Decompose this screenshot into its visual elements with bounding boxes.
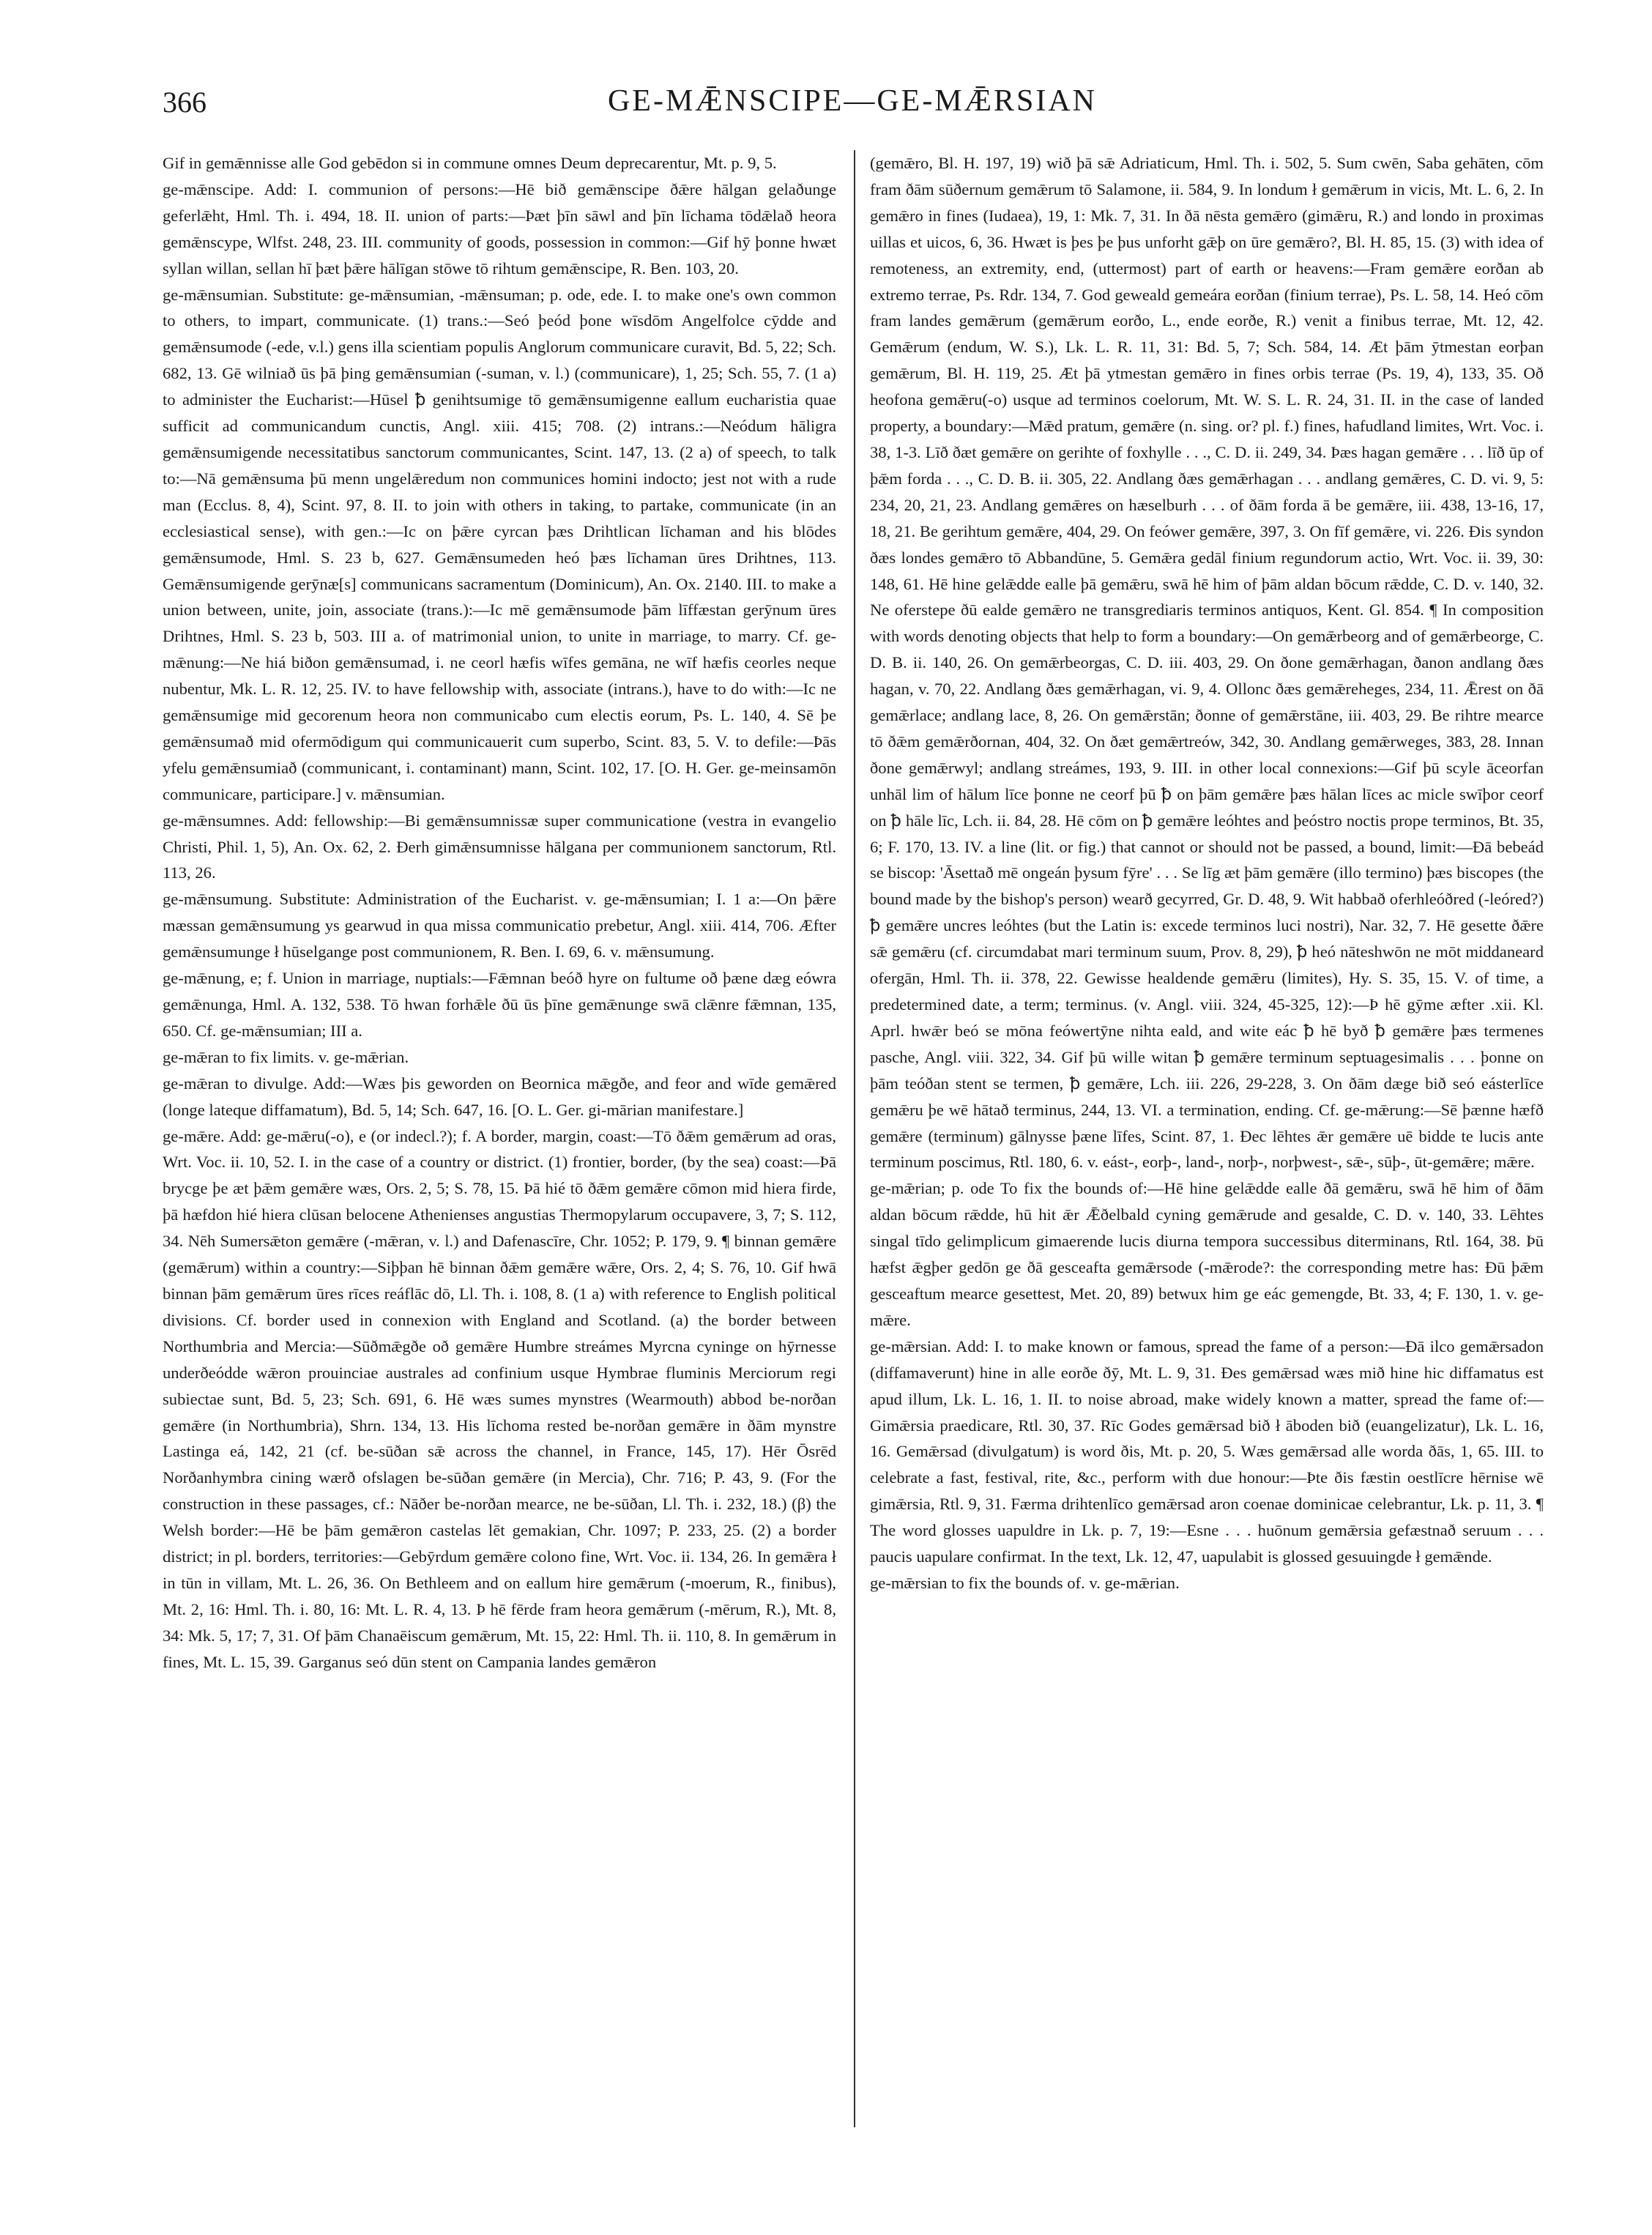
text-columns bbox=[163, 150, 1544, 2171]
entry-paragraph: Gif in gemǣnnisse alle God gebēdon si in commune omnes Deum deprecarentur, Mt. p. 9, 5. bbox=[163, 154, 777, 172]
page-number: 366 bbox=[163, 86, 206, 119]
left-column bbox=[163, 150, 836, 2171]
entry-paragraph: ge-mǣrian; p. ode To fix the bounds of:—Hē hine gelǣdde ealle ðā gemǣru, swā hē him of ðām aldan bōcum rǣdde, hū hit ǣr Ǣðelbald cyning gemǣrude and gesalde, C. D. v. 140, 33. Lēhtes singal tīdo gelimplicum gimaerende lucis diurna tempora successibus diterminans, Rtl. 164, 38. Þū hæfst ǣgþer gedōn ge ðā gesceafta gemǣrsode (-mǣrode?: the corresponding metre has: Ðū þǣm gesceaftum mearce gesettest, Met. 20, 89) betwux him ge eác gemengde, Bt. 33, 4; F. 130, 1. v. ge-mǣre. bbox=[870, 1179, 1544, 1329]
entry-paragraph: ge-mǣran to fix limits. v. ge-mǣrian. bbox=[163, 1047, 409, 1066]
column-divider bbox=[854, 150, 855, 2127]
entry-paragraph: ge-mǣnsumnes. Add: fellowship:—Bi gemǣnsumnissæ super communicatione (vestra in evangelio Christi, Phil. 1, 5), An. Ox. 62, 2. Ðerh gimǣnsumnisse hālgana per communionem sanctorum, Rtl. 113, 26. bbox=[163, 811, 836, 882]
entry-paragraph: ge-mǣran to divulge. Add:—Wæs þis geworden on Beornica mǣgðe, and feor and wīde gemǣred (longe lateque diffamatum), Bd. 5, 14; Sch. 647, 16. [O. L. Ger. gi-mārian manifestare.] bbox=[163, 1074, 836, 1119]
right-column bbox=[870, 150, 1544, 2171]
entry-paragraph: ge-mǣrsian. Add: I. to make known or famous, spread the fame of a person:—Ðā ilco gemǣrsadon (diffamaverunt) hine in alle eorðe ðȳ, Mt. L. 9, 31. Ðes gemǣrsad wæs mið hine hic diffamatus est apud illum, Lk. L. 16, 1. II. to noise abroad, make widely known a matter, spread the fame of:—Gimǣrsia praedicare, Rtl. 30, 37. Rīc Godes gemǣrsad bið ł āboden bið (euangelizatur), Lk. L. 16, 16. Gemǣrsad (divulgatum) is word ðis, Mt. p. 20, 5. Wæs gemǣrsad alle worda ðās, 1, 65. III. to celebrate a fast, festival, rite, &c., perform with due honour:—Þte ðis fæstin oestlīcre hērnise wē gimǣrsia, Rtl. 9, 31. Færma drihtenlīco gemǣrsad aron coenae dominicae celebrantur, Lk. p. 11, 3. ¶ The word glosses uapuldre in Lk. p. 7, 19:—Esne . . . huōnum gemǣrsia gefæstnað seruum . . . paucis uapulare confirmat. In the text, Lk. 12, 47, uapulabit is glossed gesuuingde ł gemǣnde. bbox=[870, 1336, 1544, 1566]
entry-paragraph: ge-mǣnsumian. Substitute: ge-mǣnsumian, -mǣnsuman; p. ode, ede. I. to make one's own common to others, to impart, communicate. (1) trans.:—Seó þeód þone wīsdōm Angelfolce cȳdde and gemǣnsumode (-ede, v.l.) gens illa scientiam populis Anglorum communicare curavit, Bd. 5, 22; Sch. 682, 13. Gē wilniað ūs þā þing gemǣnsumian (-suman, v. l.) (communicare), 1, 25; Sch. 55, 7. (1 a) to administer the Eucharist:—Hūsel ꝥ genihtsumige tō gemǣnsumigenne eallum eucharistia quae sufficit ad communicandum cunctis, Angl. xiii. 415; 708. (2) intrans.:—Neódum hāligra gemǣnsumigende necessitatibus sanctorum communicantes, Scint. 147, 13. (2 a) of speech, to talk to:—Nā gemǣnsuma þū menn ungelǣredum non communices homini indocto; jest not with a rude man (Ecclus. 8, 4), Scint. 97, 8. II. to join with others in taking, to partake, communicate (in an ecclesiastical sense), with gen.:—Ic on þǣre cyrcan þæs Drihtlican līchaman and his blōdes gemǣnsumode, Hml. S. 23 b, 627. Gemǣnsumeden heó þæs līchaman ūres Drihtnes, 113. Gemǣnsumigende gerȳnæ[s] communicans sacramentum (Dominicum), An. Ox. 2140. III. to make a union between, unite, join, associate (trans.):—Ic mē gemǣnsumode þām līffæstan gerȳnum ūres Drihtnes, Hml. S. 23 b, 503. III a. of matrimonial union, to unite in marriage, to marry. Cf. ge-mǣnung:—Ne hiá biðon gemǣnsumad, i. ne ceorl hæfis wīfes gemāna, ne wīf hæfis ceorles neque nubentur, Mk. L. R. 12, 25. IV. to have fellowship with, associate (intrans.), have to do with:—Ic ne gemǣnsumige mid gecorenum heora non communicabo cum electis eorum, Ps. L. 140, 4. Sē þe gemǣnsumað mid ofermōdigum qui communicauerit cum superbo, Scint. 83, 5. V. to defile:—Þās yfelu gemǣnsumiað (communicant, i. contaminant) mann, Scint. 102, 17. [O. H. Ger. ge-meinsamōn communicare, participare.] v. mǣnsumian. bbox=[163, 285, 836, 803]
entry-paragraph: ge-mǣnscipe. Add: I. communion of persons:—Hē bið gemǣnscipe ðǣre hālgan gelaðunge geferlǣht, Hml. Th. i. 494, 18. II. union of parts:—Þæt þīn sāwl and þīn līchama tōdǣlað heora gemǣnscype, Wlfst. 248, 23. III. community of goods, possession in common:—Gif hȳ þonne hwæt syllan willan, sellan hī þæt þǣre hālīgan stōwe tō rihtum gemǣnscipe, R. Ben. 103, 20. bbox=[163, 179, 836, 278]
entry-paragraph: ge-mǣnsumung. Substitute: Administration of the Eucharist. v. ge-mǣnsumian; I. 1 a:—On þǣre mæssan gemǣnsumung ys gearwud in qua missa communicatio prebetur, Angl. xiii. 414, 706. Æfter gemǣnsumunge ł hūselgange post communionem, R. Ben. I. 69, 6. v. mǣnsumung. bbox=[163, 890, 836, 962]
entry-paragraph: ge-mǣrsian to fix the bounds of. v. ge-mǣrian. bbox=[870, 1573, 1180, 1592]
entry-paragraph: (gemǣro, Bl. H. 197, 19) wið þā sǣ Adriaticum, Hml. Th. i. 502, 5. Sum cwēn, Saba gehāten, cōm fram ðām sūðernum gemǣrum tō Salamone, ii. 584, 9. In londum ł gemǣrum in vicis, Mt. L. 6, 2. In gemǣro in fines (Iudaea), 19, 1: Mk. 7, 31. In ðā nēsta gemǣro (gimǣru, R.) and londo in proximas uillas et uicos, 6, 36. Hwæt is þes þe þus unforht gǣþ on ūre gemǣro?, Bl. H. 85, 15. (3) with idea of remoteness, an extremity, end, (uttermost) part of earth or heavens:—Fram gemǣre eorðan ab extremo terrae, Ps. Rdr. 134, 7. God geweald gemeára eorðan (finium terrae), Ps. L. 58, 14. Heó cōm fram landes gemǣrum (gemǣrum eorðo, L., ende eorðe, R.) venit a finibus terrae, Mt. 12, 42. Gemǣrum (endum, W. S.), Lk. L. R. 11, 31: Bd. 5, 7; Sch. 584, 14. Æt þām ȳtmestan eorþan gemǣrum, Bl. H. 119, 25. Æt þā ytmestan gemǣro in fines orbis terrae (Ps. 19, 4), 133, 35. Oð heofona gemǣru(-o) usque ad terminos coelorum, Mt. W. S. L. R. 24, 31. II. in the case of landed property, a boundary:—Mǣd pratum, gemǣre (n. sing. or? pl. f.) fines, hafudland limites, Wrt. Voc. i. 38, 1-3. Līð ðæt gemǣre on gerihte of foxhylle . . ., C. D. ii. 249, 34. Þæs hagan gemǣre . . . līð ūp of þǣm forda . . ., C. D. B. ii. 305, 22. Andlang ðæs gemǣrhagan . . . andlang gemǣres, C. D. vi. 9, 5: 234, 20, 21, 23. Andlang gemǣres on hæselburh . . . of ðām forda ā be gemǣre, iii. 438, 13-16, 17, 18, 21. Be gerihtum gemǣre, 404, 29. On feówer gemǣre, 397, 3. On fīf gemǣre, vi. 226. Ðis syndon ðæs londes gemǣro tō Abbandūne, 5. Gemǣra gedāl finium regundorum actio, Wrt. Voc. ii. 39, 30: 148, 61. Hē hine gelǣdde ealle þā gemǣru, swā hē him of þām aldan bōcum rǣdde, C. D. v. 140, 32. Ne oferstepe ðū ealde gemǣro ne transgrediaris terminos antiquos, Kent. Gl. 854. ¶ In composition with words denoting objects that help to form a boundary:—On gemǣrbeorg and of gemǣrbeorge, C. D. B. ii. 140, 26. On gemǣrbeorgas, C. D. iii. 403, 29. On ðone gemǣrhagan, ðanon andlang ðæs hagan, v. 70, 22. Andlang ðæs gemǣrhagan, vi. 9, 4. Ollonc ðæs gemǣreheges, 234, 11. Ǣrest on ðā gemǣrlace; andlang lace, 8, 26. On gemǣrstān; ðonne of gemǣrstāne, iii. 403, 29. Be rihtre mearce tō ðǣm gemǣrðornan, 404, 32. On ðæt gemǣrtreów, 342, 30. Andlang gemǣrweges, 383, 28. Innan ðone gemǣrwyl; andlang streámes, 193, 9. III. in other local connexions:—Gif þū scyle āceorfan unhāl lim of hālum līce þonne ne ceorf þū ꝥ on þām gemǣre þæs hālan līces ac micle swīþor ceorf on ꝥ hāle līc, Lch. ii. 84, 28. Hē cōm on ꝥ gemǣre leóhtes and þeóstro noctis prope terminos, Bt. 35, 6; F. 170, 13. IV. a line (lit. or fig.) that cannot or should not be passed, a bound, limit:—Ðā bebeád se biscop: 'Āsettað mē ongeán þysum fȳre' . . . Se līg æt þām gemǣre (illo termino) þæs biscopes (the bound made by the bishop's person) wearð gecyrred, Gr. D. 48, 9. Wit habbað oferhleóðred (-leóred?) ꝥ gemǣre uncres leóhtes (but the Latin is: excede terminos luci nostri), Nar. 32, 7. Hē gesette ðǣre sǣ gemǣru (cf. circumdabat mari terminum suum, Prov. 8, 29), ꝥ heó nāteshwōn ne mōt middaneard ofergān, Hml. Th. ii. 378, 22. Gewisse healdende gemǣru (limites), Hy. S. 35, 15. V. of time, a predetermined date, a term; terminus. (v. Angl. viii. 324, 45-325, 12):—Þ hē gȳme æfter .xii. Kl. Aprl. hwǣr beó se mōna feówertȳne nihta eald, and wite eác ꝥ hē byð ꝥ gemǣre þæs termenes pasche, Angl. viii. 322, 34. Gif þū wille witan ꝥ gemǣre terminum septuagesimalis . . . þonne on þām teóðan stent se termen, ꝥ gemǣre, Lch. iii. 226, 29-228, 3. On ðām dæge bið seó eásterlīce gemǣru þe wē hātað terminus, 244, 13. VI. a termination, ending. Cf. ge-mǣrung:—Sē þænne hæfð gemǣre (terminum) gālnysse þæne līfes, Scint. 87, 1. Ðec lēhtes ǣr gemǣre uē bidde te lucis ante terminum poscimus, Rtl. 180, 6. v. eást-, eorþ-, land-, norþ-, norþwest-, sǣ-, sūþ-, ūt-gemǣre; mǣre. bbox=[870, 154, 1544, 1172]
page-header bbox=[163, 79, 1542, 130]
entry-paragraph: ge-mǣnung, e; f. Union in marriage, nuptials:—Fǣmnan beóð hyre on fultume oð þæne dæg eówra gemǣnunga, Hml. A. 132, 538. Tō hwan forhǣle ðū ūs þīne gemǣnunge swā clǣnre fǣmnan, 135, 650. Cf. ge-mǣnsumian; III a. bbox=[163, 969, 836, 1040]
entry-paragraph: ge-mǣre. Add: ge-mǣru(-o), e (or indecl.?); f. A border, margin, coast:—Tō ðǣm gemǣrum ad oras, Wrt. Voc. ii. 10, 52. I. in the case of a country or district. (1) frontier, border, (by the sea) coast:—Þā brycge þe æt þǣm gemǣre wæs, Ors. 2, 5; S. 78, 15. Þā hié tō ðǣm gemǣre cōmon mid hiera firde, þā hæfdon hié hiera clūsan belocene Athenienses angustias Thermopylarum occupavere, 3, 7; S. 112, 34. Nēh Sumersǣton gemǣre (-mǣran, v. l.) and Dafenascīre, Chr. 1052; P. 179, 9. ¶ binnan gemǣre (gemǣrum) within a country:—Siþþan hē binnan ðǣm gemǣre wǣre, Ors. 2, 4; S. 76, 10. Gif hwā binnan þām gemǣrum ūres rīces reáflāc dō, Ll. Th. i. 108, 8. (1 a) with reference to English political divisions. Cf. border used in connexion with England and Scotland. (a) the border between Northumbria and Mercia:—Sūðmǣgðe oð gemǣre Humbre streámes Myrcna cyninge on hȳrnesse underðeódde wǣron prouinciae australes ad confinium usque Hymbrae fluminis Merciorum regi subiectae sunt, Bd. 5, 23; Sch. 691, 6. Hē wæs sumes mynstres (Wearmouth) abbod be-norðan gemǣre (in Northumbria), Shrn. 134, 13. His līchoma rested be-norðan gemǣre in ðām mynstre Lastinga eá, 142, 21 (cf. be-sūðan sǣ across the channel, in France, 145, 17). Hēr Ōsrēd Norðanhymbra cining wærð ofslagen be-sūðan gemǣre (in Mercia), Chr. 716; P. 43, 9. (For the construction in these passages, cf.: Nāðer be-norðan mearce, ne be-sūðan, Ll. Th. i. 232, 18.) (β) the Welsh border:—Hē be þām gemǣron castelas lēt gemakian, Chr. 1097; P. 233, 25. (2) a border district; in pl. borders, territories:—Gebȳrdum gemǣre colono fine, Wrt. Voc. ii. 134, 26. In gemǣra ł in tūn in villam, Mt. L. 26, 36. On Bethleem and on eallum hire gemǣrum (-moerum, R., finibus), Mt. 2, 16: Hml. Th. i. 80, 16: Mt. L. R. 4, 13. Þ hē fērde fram heora gemǣrum (-mērum, R.), Mt. 8, 34: Mk. 5, 17; 7, 31. Of þām Chanaēiscum gemǣrum, Mt. 15, 22: Hml. Th. ii. 110, 8. In gemǣrum in fines, Mt. L. 15, 39. Garganus seó dūn stent on Campania landes gemǣron bbox=[163, 1126, 836, 1671]
running-head: GE-MǢNSCIPE—GE-MǢRSIAN bbox=[607, 84, 1098, 118]
